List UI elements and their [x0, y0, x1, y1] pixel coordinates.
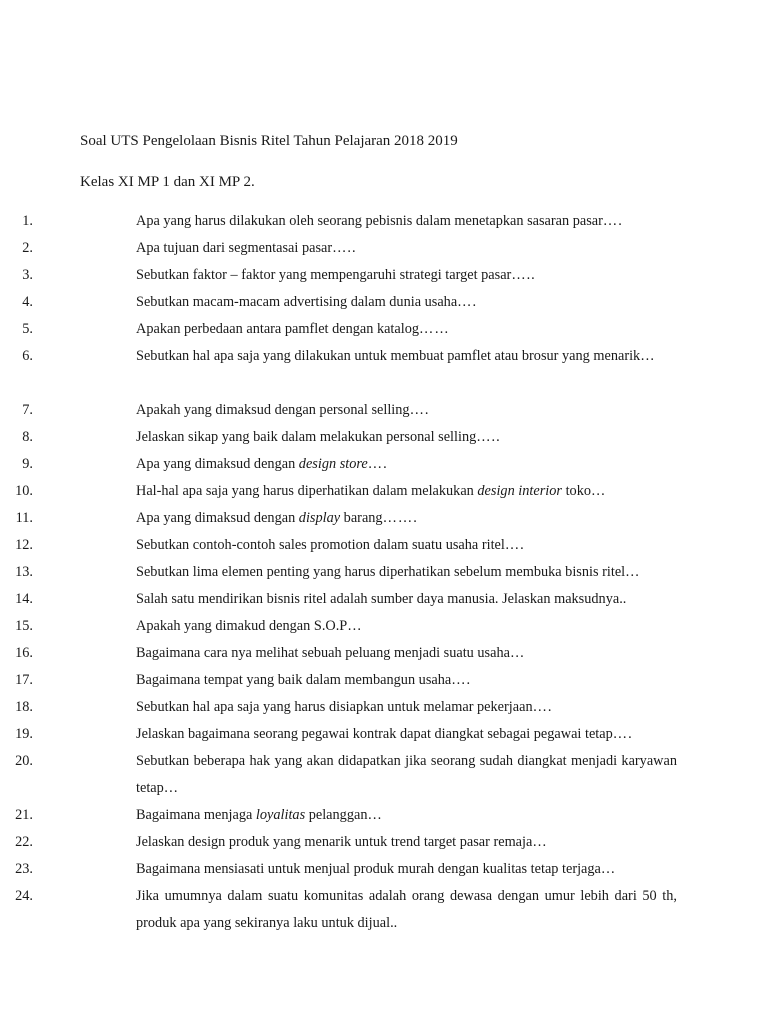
question-suffix: …: [591, 483, 607, 499]
question-item: [0, 478, 677, 505]
question-item: [0, 262, 677, 289]
question-list: [0, 208, 768, 937]
question-item: [0, 532, 677, 559]
question-suffix: …: [163, 780, 180, 796]
question-text: Apakan perbedaan antara pamflet dengan katalog: [136, 321, 420, 337]
question-text: Sebutkan hal apa saja yang dilakukan untuk membuat pamflet atau brosur yang menarik: [136, 348, 641, 364]
question-number: 4.: [22, 294, 33, 310]
question-number: 18.: [15, 699, 33, 715]
question-text: Apa yang dimaksud dengan: [136, 510, 299, 526]
question-italic: design interior: [477, 483, 562, 499]
question-italic: display: [298, 510, 341, 526]
question-number: 11.: [15, 510, 33, 526]
question-text-after: toko: [562, 483, 591, 499]
question-suffix: ….: [367, 456, 388, 472]
question-item: [0, 883, 677, 937]
question-item: [0, 613, 677, 640]
question-text: Sebutkan faktor – faktor yang mempengaruhi strategi target pasar: [136, 267, 512, 283]
question-number: 19.: [15, 726, 33, 742]
question-text: Apakah yang dimakud dengan S.O.P: [136, 618, 348, 634]
question-number: 7.: [22, 402, 33, 418]
question-text: Apakah yang dimaksud dengan personal selling: [136, 402, 410, 418]
question-suffix: …: [625, 564, 641, 580]
question-number: 10.: [15, 483, 33, 499]
question-text: Sebutkan hal apa saja yang harus disiapkan untuk melamar pekerjaan: [136, 699, 533, 715]
question-text: Sebutkan contoh-contoh sales promotion dalam suatu usaha ritel: [136, 537, 505, 553]
question-italic: design store: [298, 456, 368, 472]
question-text: Bagaimana mensiasati untuk menjual produk murah dengan kualitas tetap terjaga: [136, 861, 601, 877]
question-number: 2.: [22, 240, 33, 256]
question-number: 21.: [15, 807, 33, 823]
question-number: 1.: [22, 213, 33, 229]
question-item: [0, 559, 677, 586]
question-item: [0, 721, 677, 748]
question-text: Salah satu mendirikan bisnis ritel adalah sumber daya manusia. Jelaskan maksudnya..: [136, 591, 627, 607]
question-suffix: ….: [457, 294, 478, 310]
question-text: Jelaskan bagaimana seorang pegawai kontrak dapat diangkat sebagai pegawai tetap: [136, 726, 613, 742]
question-item: [0, 640, 677, 667]
question-suffix: ….: [532, 699, 553, 715]
question-text: Bagaimana tempat yang baik dalam membangun usaha: [136, 672, 452, 688]
question-suffix: ….: [602, 213, 623, 229]
question-suffix: …….: [382, 510, 418, 526]
question-suffix: ……: [419, 321, 450, 337]
question-number: 14.: [15, 591, 33, 607]
question-suffix: …..: [476, 429, 501, 445]
question-suffix: ….: [504, 537, 525, 553]
question-item: [0, 424, 677, 451]
question-number: 16.: [15, 645, 33, 661]
question-suffix: …: [509, 645, 526, 661]
question-number: 5.: [22, 321, 33, 337]
question-item: [0, 505, 677, 532]
question-suffix: …: [600, 861, 617, 877]
question-number: 3.: [22, 267, 33, 283]
question-text: Jika umumnya dalam suatu komunitas adalah orang dewasa dengan umur lebih dari 50 th, produk apa yang sekiranya laku untuk dijual..: [136, 888, 677, 931]
question-item: [0, 667, 677, 694]
question-text: Bagaimana cara nya melihat sebuah peluang menjadi suatu usaha: [136, 645, 510, 661]
class-line: Kelas XI MP 1 dan XI MP 2.: [80, 174, 255, 190]
question-number: 17.: [15, 672, 33, 688]
question-item: [0, 397, 677, 424]
question-text: Jelaskan sikap yang baik dalam melakukan personal selling: [136, 429, 477, 445]
question-number: 9.: [22, 456, 33, 472]
question-item: [0, 802, 677, 829]
question-item: [0, 235, 677, 262]
question-suffix: …: [347, 618, 363, 634]
question-text: Bagaimana menjaga: [136, 807, 256, 823]
question-text: Apa yang dimaksud dengan: [136, 456, 299, 472]
question-italic: loyalitas: [255, 807, 306, 823]
question-number: 12.: [15, 537, 33, 553]
question-text: Hal-hal apa saja yang harus diperhatikan dalam melakukan: [136, 483, 478, 499]
question-number: 8.: [22, 429, 33, 445]
question-text-after: pelanggan: [305, 807, 368, 823]
question-suffix: …..: [511, 267, 536, 283]
question-suffix: …: [640, 348, 656, 364]
question-suffix: …..: [332, 240, 357, 256]
question-number: 20.: [15, 753, 33, 769]
question-item: [0, 208, 677, 235]
question-item: [0, 694, 677, 721]
question-suffix: …: [532, 834, 548, 850]
question-item: [0, 586, 677, 613]
question-number: 13.: [15, 564, 33, 580]
question-number: 24.: [15, 888, 33, 904]
question-suffix: ….: [612, 726, 633, 742]
question-number: 22.: [15, 834, 33, 850]
question-text: Jelaskan design produk yang menarik untuk trend target pasar remaja: [136, 834, 533, 850]
question-suffix: ….: [409, 402, 430, 418]
question-number: 23.: [15, 861, 33, 877]
question-item: [0, 316, 677, 343]
question-item: [0, 451, 677, 478]
question-text: Apa yang harus dilakukan oleh seorang pebisnis dalam menetapkan sasaran pasar: [136, 213, 603, 229]
question-number: 6.: [22, 348, 33, 364]
question-text: Apa tujuan dari segmentasai pasar: [136, 240, 333, 256]
question-text: Sebutkan lima elemen penting yang harus diperhatikan sebelum membuka bisnis ritel: [136, 564, 626, 580]
question-text: Sebutkan macam-macam advertising dalam dunia usaha: [136, 294, 458, 310]
question-item: [0, 829, 677, 856]
question-text: Sebutkan beberapa hak yang akan didapatkan jika seorang sudah diangkat menjadi karyawan tetap: [136, 753, 677, 796]
question-suffix: ….: [451, 672, 472, 688]
question-number: 15.: [15, 618, 33, 634]
question-text-after: barang: [340, 510, 383, 526]
document-title: Soal UTS Pengelolaan Bisnis Ritel Tahun Pelajaran 2018 2019: [80, 133, 458, 149]
question-suffix: …: [367, 807, 383, 823]
question-item: [0, 289, 677, 316]
question-item: [0, 856, 677, 883]
question-item: [0, 343, 677, 397]
question-item: [0, 748, 677, 802]
